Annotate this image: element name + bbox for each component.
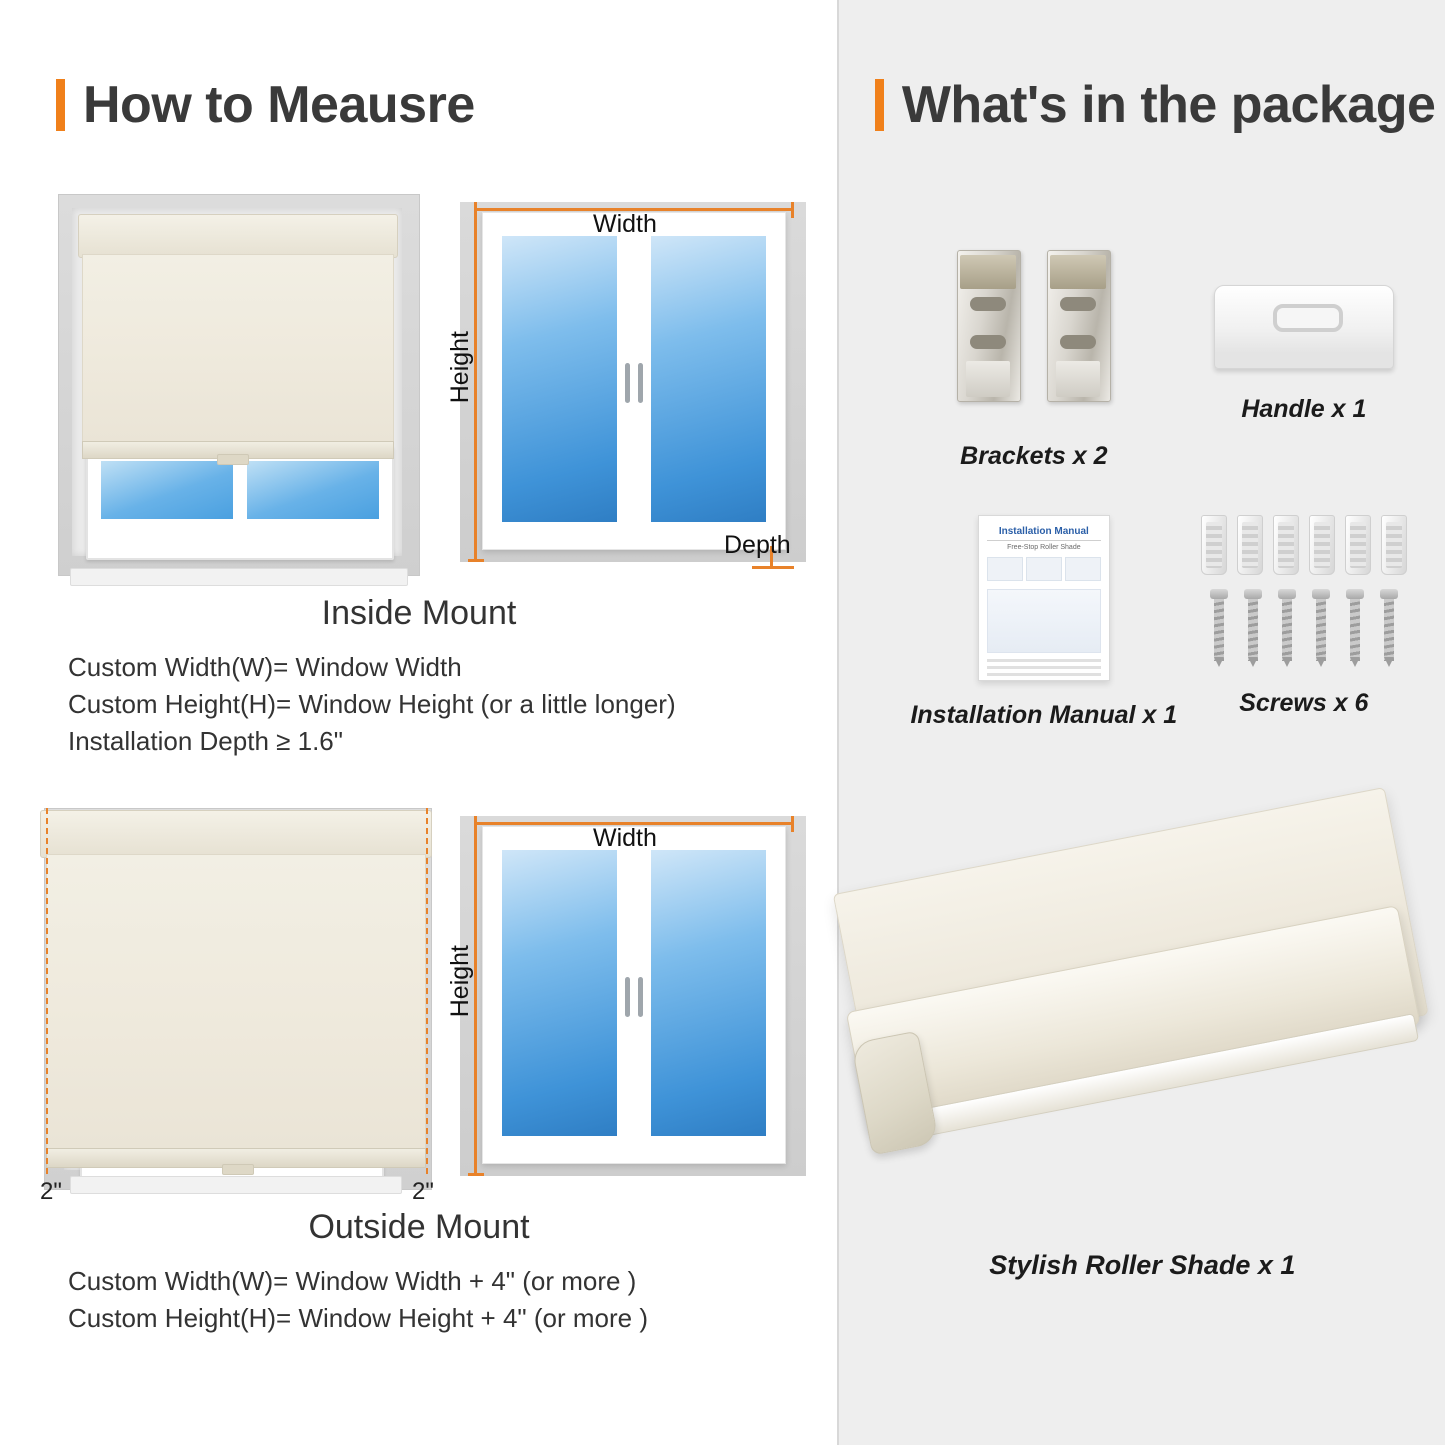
package-heading-text: What's in the package [901,76,1436,134]
inside-mount-line-2: Custom Height(H)= Window Height (or a little longer) [68,688,676,719]
manual-title: Installation Manual [987,526,1101,541]
shade-fabric [46,854,426,1154]
overhang-left-label: 2" [40,1178,62,1205]
outside-mount-line-1: Custom Width(W)= Window Width + 4" (or more ) [68,1266,637,1296]
manual-subtitle: Free-Stop Roller Shade [1007,544,1081,551]
window-handles [619,977,649,1019]
overhang-guide-left [46,808,48,1174]
width-dimension-tick-right [791,816,794,832]
height-dimension-tick-bottom [468,559,484,562]
window-sill [70,1176,402,1194]
inside-mount-shade-illustration [58,186,418,576]
glass-pane-left [98,458,236,522]
roller-shade-product-image [847,860,1437,1280]
width-label: Width [593,210,657,238]
package-item-handle [1179,285,1429,424]
shade-pull-tab [217,454,249,465]
overhang-guide-right [426,808,428,1174]
outside-mount-measure-illustration [446,800,814,1190]
overhang-right-label: 2" [412,1178,434,1205]
inside-mount-measure-illustration [446,186,814,576]
inside-mount-section [0,186,838,760]
inside-mount-title: Inside Mount [321,594,517,632]
package-item-screws [1179,515,1429,718]
outside-mount-title: Outside Mount [308,1208,530,1246]
window-frame [482,212,786,550]
package-heading [875,75,1436,135]
height-label: Height [446,331,474,404]
height-dimension-tick-bottom [468,1173,484,1176]
accent-bar [875,79,884,131]
outside-mount-section [0,800,838,1337]
screws-caption: Screws x 6 [1239,689,1369,717]
package-item-manual [899,515,1189,730]
package-item-brackets [899,250,1169,471]
width-label: Width [593,824,657,852]
inside-mount-line-3: Installation Depth ≥ 1.6" [68,725,343,756]
package-contents-panel [837,0,1445,1445]
window-handles [619,363,649,405]
manual-icon [899,515,1189,681]
accent-bar [56,79,65,131]
inside-mount-text [0,649,838,760]
window-sash-right [644,229,773,529]
width-dimension-tick-right [791,202,794,218]
shade-headrail [40,810,432,858]
window-sill [70,568,408,586]
window-frame [482,826,786,1164]
how-to-measure-heading-text: How to Meausre [83,76,475,134]
bracket-icon [899,250,1169,420]
outside-mount-text [0,1263,838,1337]
handle-icon [1179,285,1429,369]
depth-dimension-tick [752,566,794,569]
window-sash-right [644,843,773,1143]
how-to-measure-heading [56,75,475,135]
shade-pull-tab [222,1164,254,1175]
outside-mount-illustrations [0,800,838,1205]
shade-fabric [82,254,394,446]
screw-icon [1179,589,1429,667]
outside-mount-line-2: Custom Height(H)= Window Height + 4" (or more ) [68,1302,648,1333]
inside-mount-line-1: Custom Width(W)= Window Width [68,652,462,682]
brackets-caption: Brackets x 2 [960,442,1108,470]
height-label: Height [446,945,474,1018]
handle-body [1214,285,1394,369]
manual-caption: Installation Manual x 1 [910,701,1178,729]
window-sash-left [495,229,624,529]
outside-mount-shade-illustration [40,800,436,1205]
glass-pane-right [244,458,382,522]
inside-mount-illustrations [0,186,838,576]
handle-caption: Handle x 1 [1241,395,1367,423]
window-sash-left [495,843,624,1143]
bracket-left [957,250,1021,402]
roller-shade-caption: Stylish Roller Shade x 1 [989,1250,1296,1280]
manual-booklet [978,515,1110,681]
anchor-icon [1179,515,1429,575]
depth-label: Depth [724,531,791,559]
shade-headrail [78,214,398,258]
bracket-right [1047,250,1111,402]
